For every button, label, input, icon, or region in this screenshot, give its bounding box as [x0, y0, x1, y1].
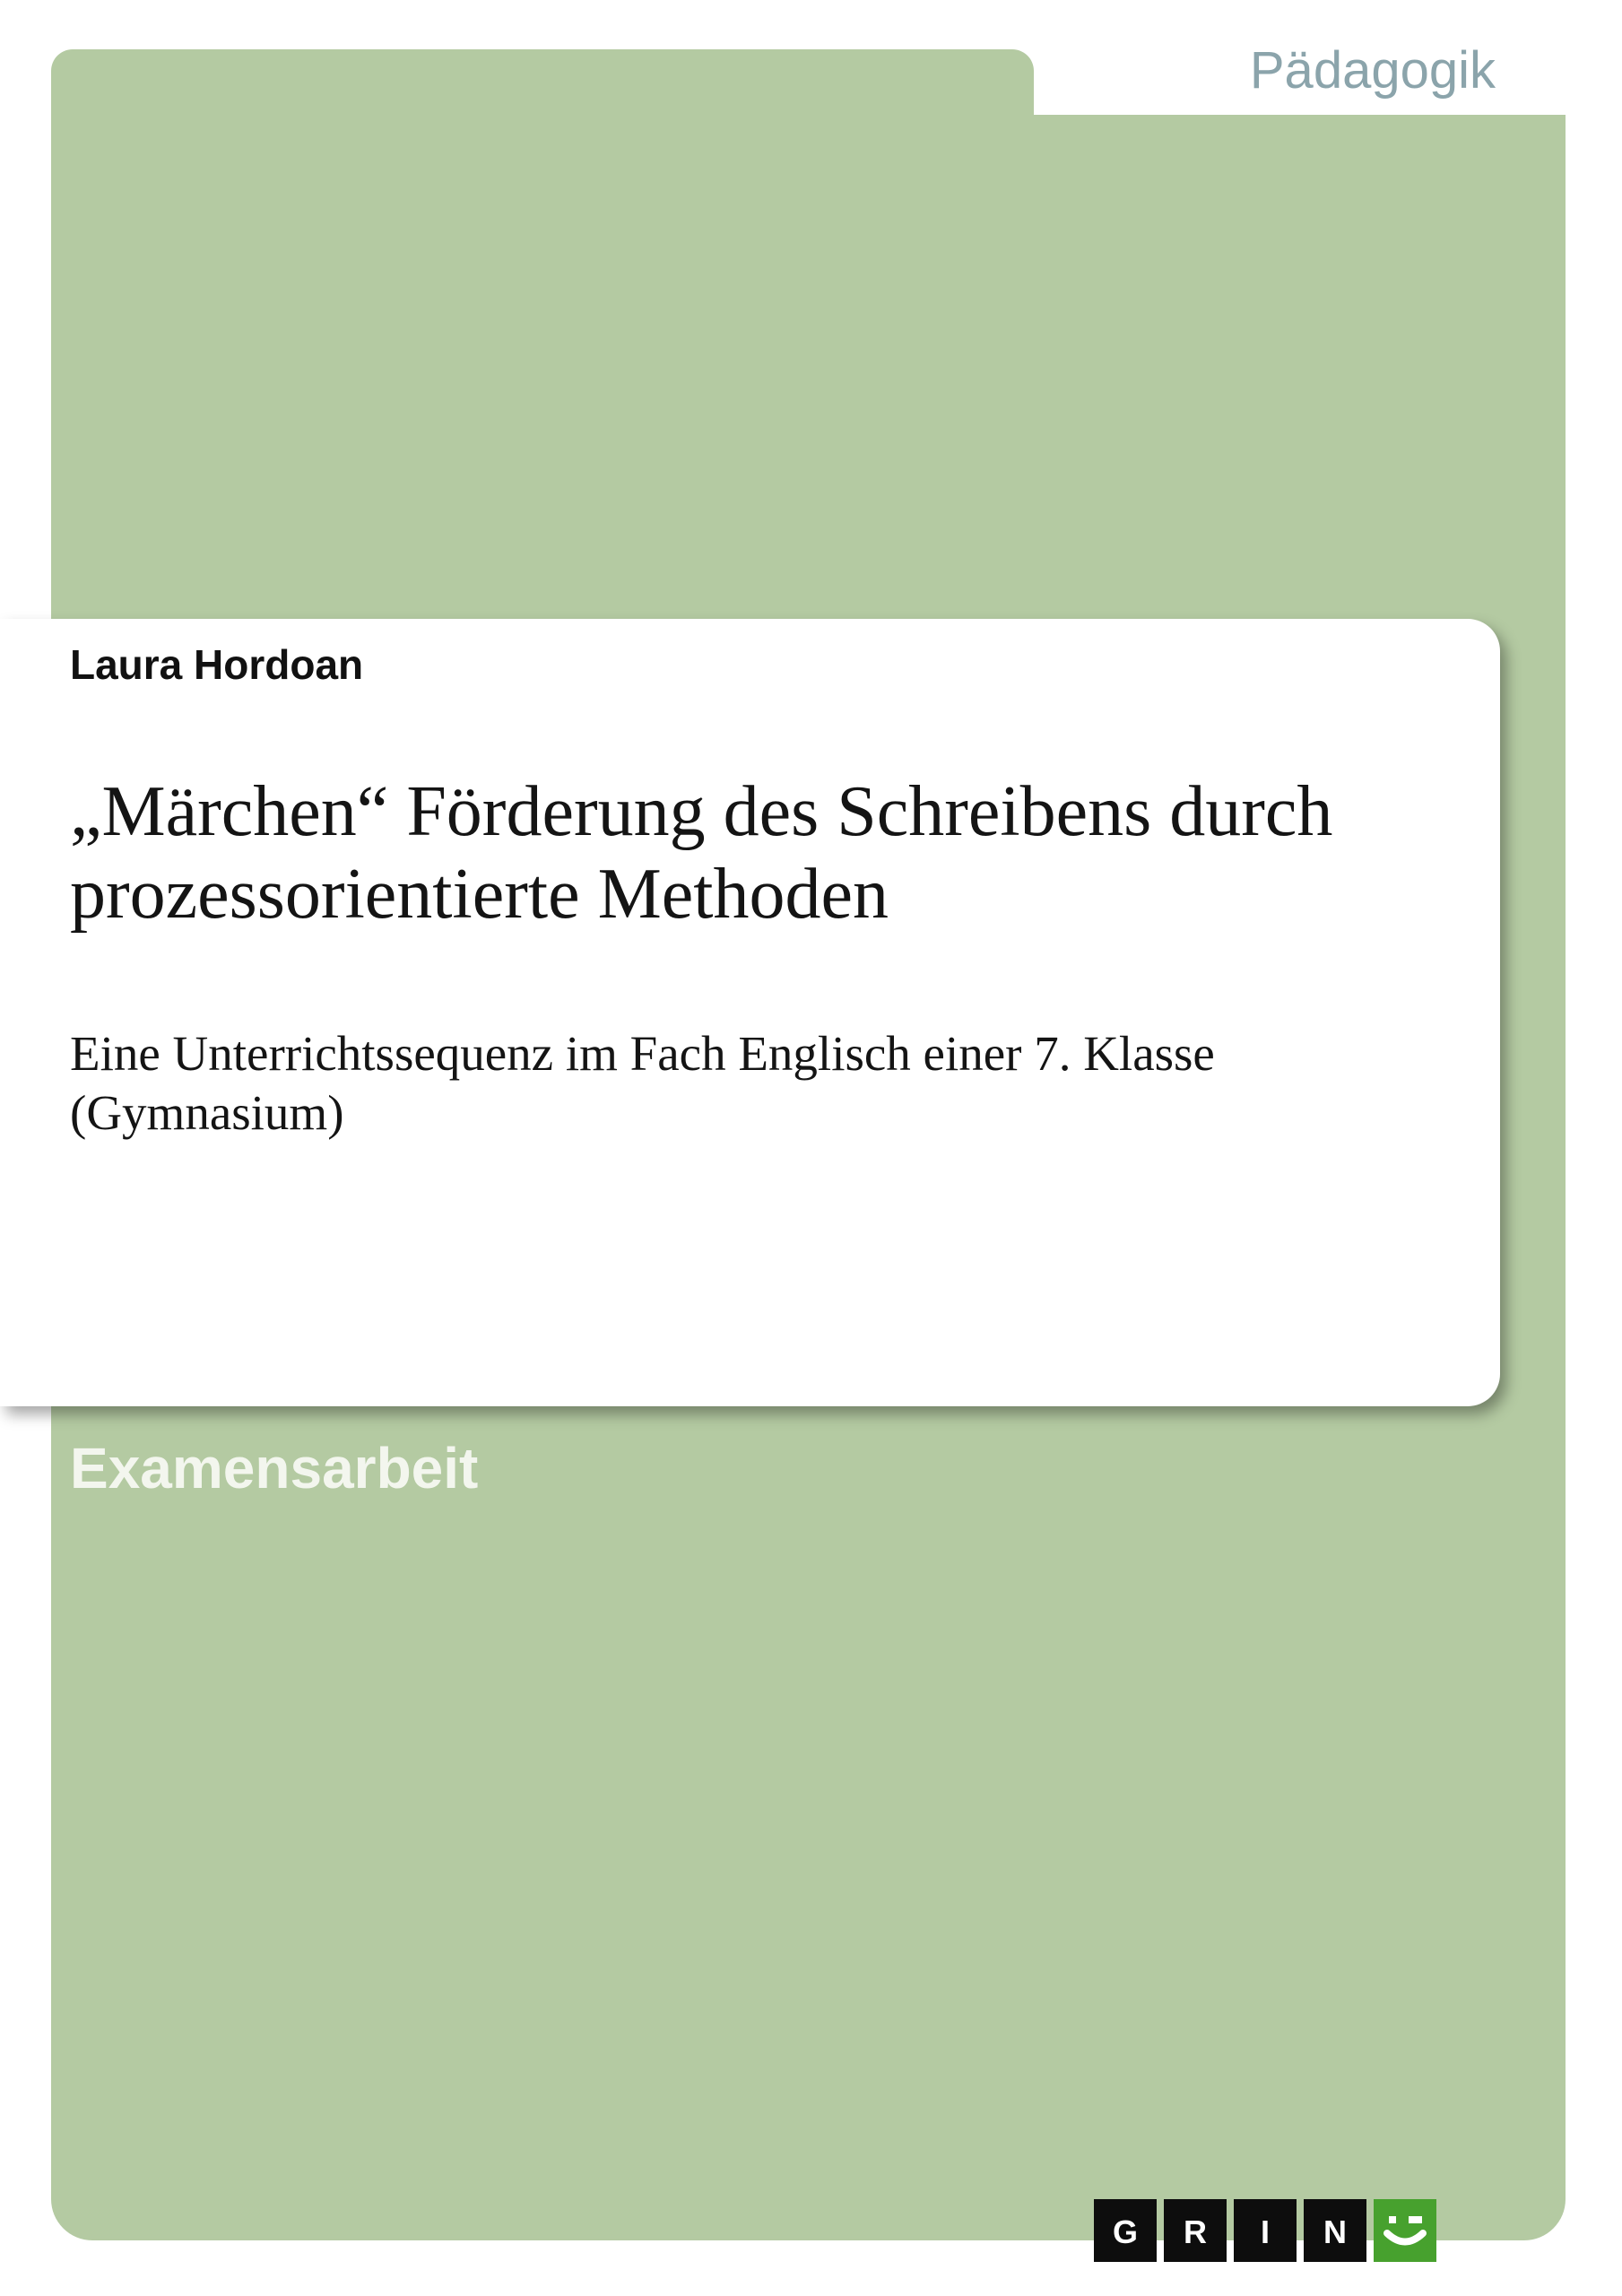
work-subtitle-line-1: Eine Unterrichtssequenz im Fach Englisch einer 7. Klasse — [70, 1026, 1215, 1081]
work-title-line-2: prozessorientierte Methoden — [70, 855, 889, 934]
category-label: Pädagogik — [1249, 41, 1496, 100]
grin-smiley-icon — [1374, 2199, 1436, 2262]
logo-letter-i: I — [1260, 2213, 1270, 2250]
work-title — [70, 770, 1406, 935]
grin-logo — [1094, 2199, 1436, 2262]
logo-letter-r: R — [1184, 2213, 1207, 2250]
logo-tile-r — [1164, 2199, 1227, 2262]
title-card — [0, 619, 1500, 1406]
logo-letter-n: N — [1323, 2213, 1347, 2250]
logo-tile-g — [1094, 2199, 1157, 2262]
logo-tile-n — [1304, 2199, 1366, 2262]
logo-tile-i — [1234, 2199, 1297, 2262]
work-subtitle-line-2: (Gymnasium) — [70, 1085, 344, 1140]
author-name: Laura Hordoan — [70, 641, 364, 688]
logo-letter-g: G — [1112, 2213, 1138, 2250]
work-subtitle — [70, 1024, 1406, 1143]
work-title-line-1: „Märchen“ Förderung des Schreibens durch — [70, 772, 1333, 851]
work-type-badge: Examensarbeit — [70, 1436, 479, 1500]
smiley-face-icon — [1374, 2199, 1436, 2262]
